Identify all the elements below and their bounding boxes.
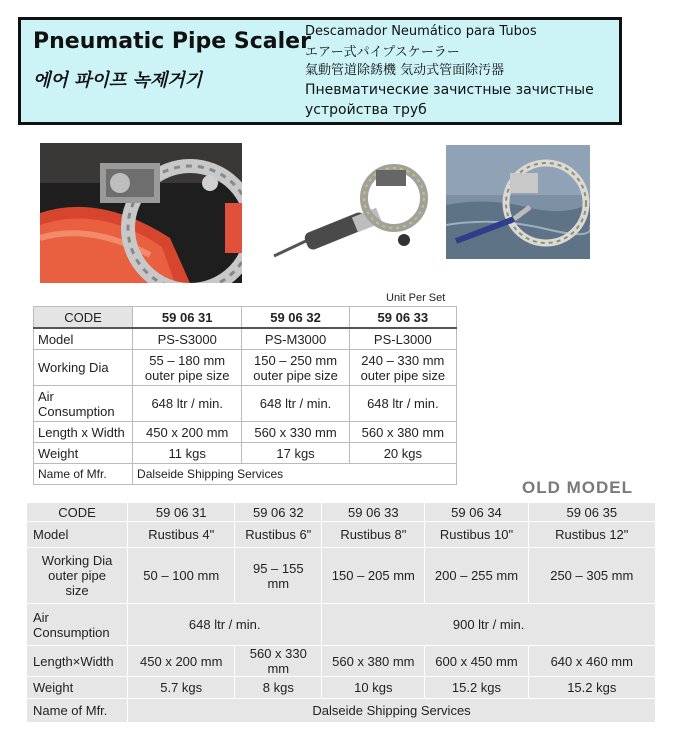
table-cell: PS-S3000 xyxy=(133,328,242,350)
label-line: size xyxy=(65,583,89,598)
table-cell: 600 x 450 mm xyxy=(425,646,528,677)
row-label xyxy=(27,604,128,646)
table-row xyxy=(34,328,457,350)
table-row xyxy=(34,350,457,386)
label-line: Air xyxy=(33,609,49,625)
table-cell: 5.7 kgs xyxy=(128,677,235,699)
cell-line: 240 – 330 mm xyxy=(361,352,445,368)
cell-line: outer pipe size xyxy=(360,367,446,383)
row-label: Weight xyxy=(34,443,133,464)
manufacturer-cell: Dalseide Shipping Services xyxy=(128,699,656,723)
code-cell: 59 06 35 xyxy=(528,503,655,522)
table-cell: Rustibus 12" xyxy=(528,522,655,548)
table-cell: 640 x 460 mm xyxy=(528,646,655,677)
table-cell: 250 – 305 mm xyxy=(528,548,655,604)
row-label: Model xyxy=(27,522,128,548)
table-cell: 560 x 380 mm xyxy=(322,646,425,677)
row-label: Model xyxy=(34,328,133,350)
table-header-row xyxy=(34,307,457,329)
row-label: Name of Mfr. xyxy=(34,464,133,485)
table-cell: 95 – 155 mm xyxy=(235,548,322,604)
table-cell: Rustibus 6" xyxy=(235,522,322,548)
title-chinese: 氣動管道除銹機 気动式管面除汚器 xyxy=(305,63,505,78)
table-row xyxy=(34,386,457,422)
table-cell: 15.2 kgs xyxy=(528,677,655,699)
table-row xyxy=(27,522,656,548)
row-label xyxy=(27,548,128,604)
title-russian-line2: устройства труб xyxy=(305,102,427,118)
pipe-scaler-tool-photo xyxy=(268,160,432,264)
code-header: CODE xyxy=(34,307,133,329)
cell-line: outer pipe size xyxy=(144,367,230,383)
title-japanese: エアー式パイプスケーラー xyxy=(305,45,460,60)
product-title-english: Pneumatic Pipe Scaler xyxy=(33,29,311,54)
code-cell: 59 06 33 xyxy=(349,307,456,329)
label-line: Air xyxy=(38,388,54,404)
title-russian-line1: Пневматические зачистные зачистные xyxy=(305,82,594,98)
table-cell: 450 x 200 mm xyxy=(128,646,235,677)
table-cell: 10 kgs xyxy=(322,677,425,699)
row-label: Name of Mfr. xyxy=(27,699,128,723)
unit-per-set-label: Unit Per Set xyxy=(386,292,446,304)
label-line: Consumption xyxy=(33,624,110,640)
label-line: Working Dia xyxy=(41,553,113,568)
product-header-box xyxy=(18,17,622,125)
table-cell: 8 kgs xyxy=(235,677,322,699)
table-cell xyxy=(242,350,349,386)
table-cell: 560 x 380 mm xyxy=(349,422,456,443)
cell-line: 55 – 180 mm xyxy=(149,352,226,368)
table-row xyxy=(27,604,656,646)
product-title-korean: 에어 파이프 녹제거기 xyxy=(33,70,203,91)
table-row xyxy=(27,699,656,723)
table-cell: PS-M3000 xyxy=(242,328,349,350)
table-row xyxy=(27,646,656,677)
cell-line: 150 – 250 mm xyxy=(253,352,338,368)
table-cell: Rustibus 8" xyxy=(322,522,425,548)
code-cell: 59 06 32 xyxy=(235,503,322,522)
table-cell: 648 ltr / min. xyxy=(128,604,322,646)
table-cell: Rustibus 10" xyxy=(425,522,528,548)
table-row xyxy=(27,677,656,699)
row-label: Length x Width xyxy=(34,422,133,443)
table-cell: 50 – 100 mm xyxy=(128,548,235,604)
old-model-spec-table xyxy=(26,502,656,723)
table-cell: Rustibus 4" xyxy=(128,522,235,548)
table-cell: 20 kgs xyxy=(349,443,456,464)
row-label: Working Dia xyxy=(34,350,133,386)
table-cell: 11 kgs xyxy=(133,443,242,464)
table-row xyxy=(34,464,457,485)
old-model-label: OLD MODEL xyxy=(522,478,633,497)
table-cell: 150 – 205 mm xyxy=(322,548,425,604)
table-header-row xyxy=(27,503,656,522)
pipe-scaler-in-use-photo xyxy=(446,145,590,259)
table-cell: 15.2 kgs xyxy=(425,677,528,699)
pipe-scaler-on-pipe-photo xyxy=(40,143,242,283)
table-cell: 648 ltr / min. xyxy=(133,386,242,422)
code-cell: 59 06 32 xyxy=(242,307,349,329)
table-cell: 648 ltr / min. xyxy=(242,386,349,422)
table-cell: 648 ltr / min. xyxy=(349,386,456,422)
table-row xyxy=(34,443,457,464)
table-cell: 560 x 330 mm xyxy=(235,646,322,677)
table-cell: PS-L3000 xyxy=(349,328,456,350)
table-cell xyxy=(349,350,456,386)
cell-line: outer pipe size xyxy=(253,367,338,383)
label-line: Consumption xyxy=(38,403,115,419)
code-cell: 59 06 31 xyxy=(128,503,235,522)
row-label: Length×Width xyxy=(27,646,128,677)
table-cell: 17 kgs xyxy=(242,443,349,464)
code-header: CODE xyxy=(27,503,128,522)
code-cell: 59 06 34 xyxy=(425,503,528,522)
title-spanish: Descamador Neumático para Tubos xyxy=(305,24,537,39)
table-cell xyxy=(133,350,242,386)
table-cell: 900 ltr / min. xyxy=(322,604,656,646)
manufacturer-cell: Dalseide Shipping Services xyxy=(133,464,457,485)
table-cell: 200 – 255 mm xyxy=(425,548,528,604)
row-label: Weight xyxy=(27,677,128,699)
code-cell: 59 06 33 xyxy=(322,503,425,522)
current-model-spec-table xyxy=(33,306,457,485)
table-row xyxy=(27,548,656,604)
label-line: outer pipe xyxy=(48,568,106,583)
table-row xyxy=(34,422,457,443)
table-cell: 450 x 200 mm xyxy=(133,422,242,443)
row-label xyxy=(34,386,133,422)
code-cell: 59 06 31 xyxy=(133,307,242,329)
table-cell: 560 x 330 mm xyxy=(242,422,349,443)
